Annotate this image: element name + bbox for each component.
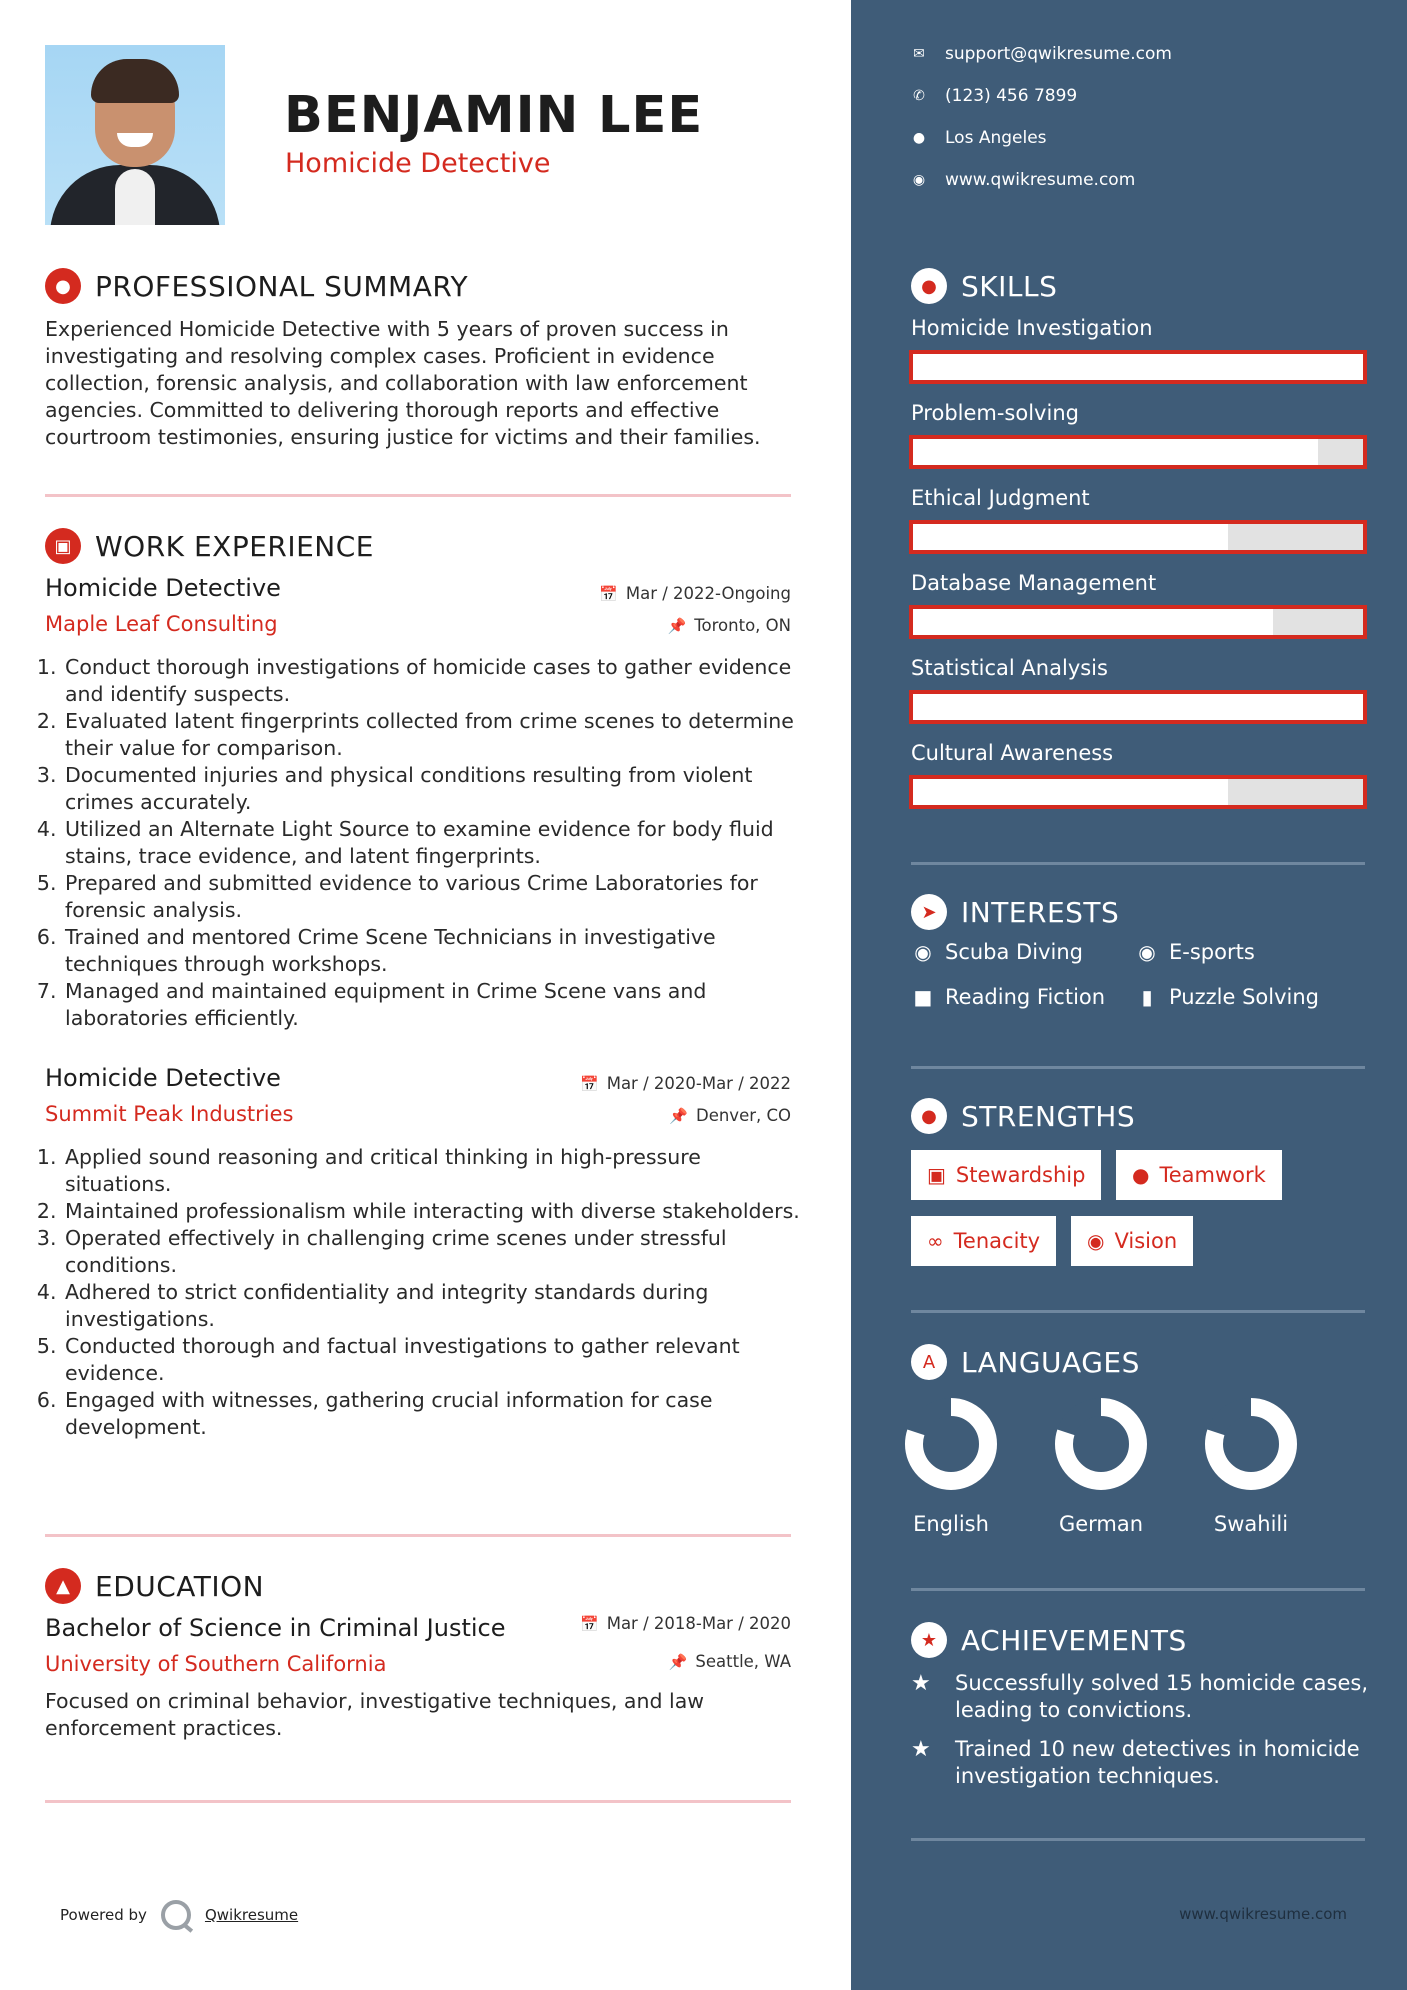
education-date-text: Mar / 2018-Mar / 2020 (606, 1614, 791, 1633)
degree: Bachelor of Science in Criminal Justice (45, 1614, 506, 1642)
language-ring (1203, 1396, 1299, 1492)
strength-tag (1116, 1150, 1282, 1200)
star-badge-icon: ★ (911, 1622, 947, 1658)
language-item (901, 1396, 1001, 1536)
powered-by-label: Powered by (60, 1906, 147, 1924)
achievements-title: ACHIEVEMENTS (961, 1623, 1187, 1657)
strength-label: Stewardship (955, 1163, 1086, 1187)
job-company: Summit Peak Industries (45, 1102, 294, 1126)
skill-fill (913, 354, 1363, 380)
job-date-text: Mar / 2022-Ongoing (625, 584, 791, 603)
qwikresume-logo-icon (161, 1900, 191, 1930)
job-location (668, 616, 791, 635)
skill-fill (913, 609, 1273, 635)
work-header (45, 528, 374, 564)
job-date (599, 584, 791, 603)
location-text: Los Angeles (945, 128, 1047, 148)
strength-label: Teamwork (1159, 1163, 1266, 1187)
footer-website[interactable]: www.qwikresume.com (1179, 1905, 1347, 1923)
contact-website[interactable] (911, 170, 1135, 190)
job-company: Maple Leaf Consulting (45, 612, 278, 636)
job-date (580, 1074, 791, 1093)
achievements-header (911, 1622, 1187, 1658)
lightbulb-icon: ● (911, 268, 947, 304)
skill-bar (909, 350, 1367, 384)
list-item: 2. Evaluated latent fingerprints collected from crime scenes to determine their value for comparison. (63, 708, 810, 762)
list-item: 6. Trained and mentored Crime Scene Technicians in investigative techniques through workshops. (63, 924, 810, 978)
skill-fill (913, 439, 1318, 465)
divider (911, 1588, 1365, 1591)
education-date (580, 1614, 791, 1633)
divider (911, 862, 1365, 865)
pin-icon: 📌 (667, 616, 687, 635)
phone-text: (123) 456 7899 (945, 86, 1078, 106)
job-title: Homicide Detective (45, 574, 281, 602)
skill-label: Statistical Analysis (911, 656, 1108, 680)
language-name: German (1058, 1512, 1144, 1536)
binoculars-icon: ◉ (1087, 1229, 1105, 1253)
contact-phone (911, 86, 1077, 106)
divider (45, 1534, 791, 1537)
languages-header (911, 1344, 1140, 1380)
language-ring (903, 1396, 999, 1492)
achievement-item (911, 1736, 1371, 1790)
list-item: 5. Conducted thorough and factual investigations to gather relevant evidence. (63, 1333, 810, 1387)
skill-bar (909, 520, 1367, 554)
skill-fill (913, 524, 1228, 550)
job-location-text: Toronto, ON (694, 616, 791, 635)
interest-item (1135, 985, 1319, 1009)
graduation-cap-icon: ▲ (45, 1568, 81, 1604)
divider (911, 1838, 1365, 1841)
globe-icon: ◉ (912, 172, 926, 188)
powered-by (60, 1900, 298, 1930)
job-location-text: Denver, CO (695, 1106, 791, 1125)
list-item: 3. Operated effectively in challenging crime scenes under stressful conditions. (63, 1225, 810, 1279)
skill-bar (909, 775, 1367, 809)
strength-tag (1071, 1216, 1193, 1266)
language-item (1201, 1396, 1301, 1536)
phone-icon: ✆ (913, 88, 925, 104)
contact-location (911, 128, 1047, 148)
divider (45, 494, 791, 497)
education-header (45, 1568, 264, 1604)
shooting-star-icon: ★ (911, 1737, 931, 1762)
list-item: 2. Maintained professionalism while interacting with diverse stakeholders. (63, 1198, 810, 1225)
language-name: English (913, 1512, 989, 1536)
work-title: WORK EXPERIENCE (95, 529, 374, 563)
skill-label: Homicide Investigation (911, 316, 1153, 340)
achievement-item (911, 1670, 1371, 1724)
summary-header (45, 268, 468, 304)
divider (911, 1066, 1365, 1069)
list-item: 4. Adhered to strict confidentiality and integrity standards during investigations. (63, 1279, 810, 1333)
skill-label: Problem-solving (911, 401, 1079, 425)
summary-title: PROFESSIONAL SUMMARY (95, 269, 469, 303)
profile-photo (45, 45, 225, 225)
translate-icon: A (911, 1344, 947, 1380)
list-item: 1. Applied sound reasoning and critical thinking in high-pressure situations. (63, 1144, 810, 1198)
gamepad-icon: ■ (913, 985, 933, 1009)
skills-title: SKILLS (961, 269, 1058, 303)
language-item (1051, 1396, 1151, 1536)
summary-text: Experienced Homicide Detective with 5 years of proven success in investigating and resolving complex cases. Proficient in evidence collection, forensic analysis, and collaboration with law enforcement agencies. Committed to delivering thorough reports and effective courtroom testimonies, ensuring justice for victims and their families. (45, 317, 761, 449)
calendar-icon: 📅 (580, 1074, 599, 1093)
strengths-title: STRENGTHS (961, 1099, 1136, 1133)
skill-bar (909, 605, 1367, 639)
interest-item (1135, 940, 1255, 964)
interest-label: E-sports (1169, 940, 1255, 964)
strengths-header (911, 1098, 1135, 1134)
paper-plane-icon: ➤ (911, 894, 947, 930)
map-marker-icon: ● (912, 130, 926, 146)
interest-label: Reading Fiction (945, 985, 1106, 1009)
job-date-text: Mar / 2020-Mar / 2022 (606, 1074, 791, 1093)
list-item: 3. Documented injuries and physical conditions resulting from violent crimes accurately. (63, 762, 810, 816)
shooting-star-icon: ★ (911, 1671, 931, 1696)
skills-header (911, 268, 1057, 304)
language-ring (1053, 1396, 1149, 1492)
interest-label: Puzzle Solving (1169, 985, 1319, 1009)
candidate-name: BENJAMIN LEE (284, 86, 704, 145)
job-title: Homicide Detective (45, 1064, 281, 1092)
website-text: www.qwikresume.com (945, 170, 1136, 190)
fist-icon: ● (911, 1098, 947, 1134)
strength-tag (911, 1150, 1101, 1200)
email-text: support@qwikresume.com (945, 44, 1172, 64)
candidate-role: Homicide Detective (285, 148, 551, 179)
life-ring-icon: ◉ (1138, 940, 1156, 964)
skill-label: Ethical Judgment (911, 486, 1090, 510)
strength-tag (911, 1216, 1056, 1266)
strength-label: Tenacity (953, 1229, 1041, 1253)
divider (911, 1310, 1365, 1313)
users-icon: ● (1132, 1163, 1150, 1187)
job-duties-list (40, 654, 810, 1032)
sidebar (851, 0, 1407, 1990)
list-item: 6. Engaged with witnesses, gathering crucial information for case development. (63, 1387, 810, 1441)
brand-link[interactable]: Qwikresume (204, 1906, 299, 1924)
envelope-icon: ✉ (913, 46, 925, 62)
skill-bar (909, 690, 1367, 724)
school: University of Southern California (45, 1652, 387, 1676)
interests-header (911, 894, 1119, 930)
office-chair-icon: ▣ (45, 528, 81, 564)
calendar-icon: 📅 (580, 1614, 599, 1633)
skill-fill (913, 694, 1363, 720)
life-ring-icon: ◉ (914, 940, 932, 964)
interest-label: Scuba Diving (945, 940, 1083, 964)
interest-item (911, 940, 1083, 964)
achievement-text: Successfully solved 15 homicide cases, leading to convictions. (955, 1671, 1369, 1722)
user-icon: ● (45, 268, 81, 304)
divider (45, 1800, 791, 1803)
education-text: Focused on criminal behavior, investigative techniques, and law enforcement practices. (45, 1689, 705, 1740)
list-item: 5. Prepared and submitted evidence to various Crime Laboratories for forensic analysis. (63, 870, 810, 924)
languages-title: LANGUAGES (961, 1345, 1140, 1379)
education-title: EDUCATION (95, 1569, 265, 1603)
list-item: 7. Managed and maintained equipment in Crime Scene vans and laboratories efficiently. (63, 978, 810, 1032)
list-item: 4. Utilized an Alternate Light Source to examine evidence for body fluid stains, trace evidence, and latent fingerprints. (63, 816, 810, 870)
skill-fill (913, 779, 1228, 805)
briefcase-icon: ▣ (927, 1163, 946, 1187)
strength-label: Vision (1114, 1229, 1178, 1253)
interest-item (911, 985, 1105, 1009)
job-location (669, 1106, 791, 1125)
education-location (669, 1652, 791, 1671)
link-icon: ∞ (927, 1229, 944, 1253)
interests-title: INTERESTS (961, 895, 1120, 929)
language-name: Swahili (1213, 1512, 1289, 1536)
contact-email[interactable] (911, 44, 1172, 64)
book-icon: ▮ (1141, 985, 1153, 1009)
list-item: 1. Conduct thorough investigations of homicide cases to gather evidence and identify suspects. (63, 654, 810, 708)
job-duties-list (40, 1144, 810, 1441)
education-location-text: Seattle, WA (695, 1652, 791, 1671)
skill-label: Database Management (911, 571, 1157, 595)
pin-icon: 📌 (668, 1652, 688, 1671)
pin-icon: 📌 (669, 1106, 688, 1125)
achievement-text: Trained 10 new detectives in homicide investigation techniques. (955, 1737, 1360, 1788)
skill-bar (909, 435, 1367, 469)
skill-label: Cultural Awareness (911, 741, 1114, 765)
calendar-icon: 📅 (599, 584, 618, 603)
